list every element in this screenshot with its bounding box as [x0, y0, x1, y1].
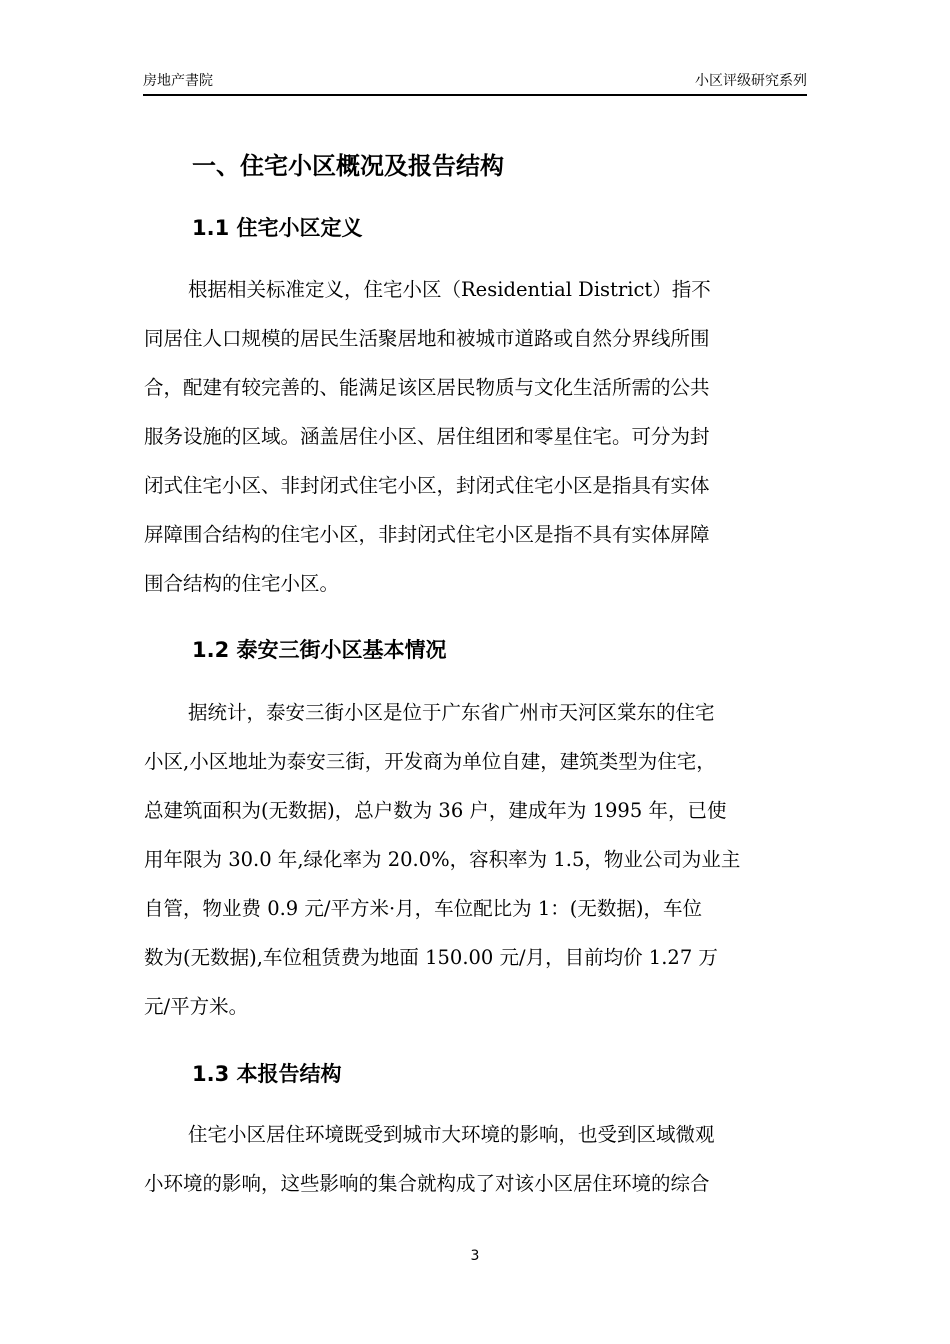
text-line: 元/平方米。 — [144, 995, 249, 1018]
text-line: 同居住人口规模的居民生活聚居地和被城市道路或自然分界线所围 — [144, 327, 710, 350]
text-line: 自管，物业费 0.9 元/平方米·月，车位配比为 1：(无数据)，车位 — [144, 897, 702, 920]
text-line: 围合结构的住宅小区。 — [144, 572, 340, 595]
text-line: 服务设施的区域。涵盖居住小区、居住组团和零星住宅。可分为封 — [144, 425, 710, 448]
chapter-title: 一、住宅小区概况及报告结构 — [192, 152, 504, 180]
section-paragraph-1-2 — [144, 688, 810, 1031]
text-line: 闭式住宅小区、非封闭式住宅小区，封闭式住宅小区是指具有实体 — [144, 474, 710, 497]
section-paragraph-1-3 — [144, 1110, 810, 1208]
section-heading-1-1: 1.1 住宅小区定义 — [192, 216, 363, 240]
text-line: 总建筑面积为(无数据)，总户数为 36 户，建成年为 1995 年，已使 — [144, 799, 727, 822]
section-heading-1-3: 1.3 本报告结构 — [192, 1062, 342, 1086]
text-line: 数为(无数据),车位租赁费为地面 150.00 元/月，目前均价 1.27 万 — [144, 946, 718, 969]
header-publisher: 房地产書院 — [143, 73, 213, 89]
text-line: 住宅小区居住环境既受到城市大环境的影响，也受到区域微观 — [188, 1123, 715, 1146]
text-line: 用年限为 30.0 年,绿化率为 20.0%，容积率为 1.5，物业公司为业主 — [144, 848, 741, 871]
text-line: 根据相关标准定义，住宅小区（Residential District）指不 — [188, 278, 711, 301]
text-line: 据统计，泰安三街小区是位于广东省广州市天河区棠东的住宅 — [188, 701, 715, 724]
section-heading-1-2: 1.2 泰安三街小区基本情况 — [192, 638, 447, 662]
header-series-title: 小区评级研究系列 — [695, 73, 807, 89]
text-line: 小环境的影响，这些影响的集合就构成了对该小区居住环境的综合 — [144, 1172, 710, 1195]
text-line: 屏障围合结构的住宅小区，非封闭式住宅小区是指不具有实体屏障 — [144, 523, 710, 546]
section-paragraph-1-1 — [144, 265, 810, 608]
page-header — [143, 68, 807, 96]
text-line: 小区,小区地址为泰安三街，开发商为单位自建，建筑类型为住宅， — [144, 750, 716, 773]
text-line: 合，配建有较完善的、能满足该区居民物质与文化生活所需的公共 — [144, 376, 710, 399]
page-number: 3 — [470, 1248, 480, 1264]
